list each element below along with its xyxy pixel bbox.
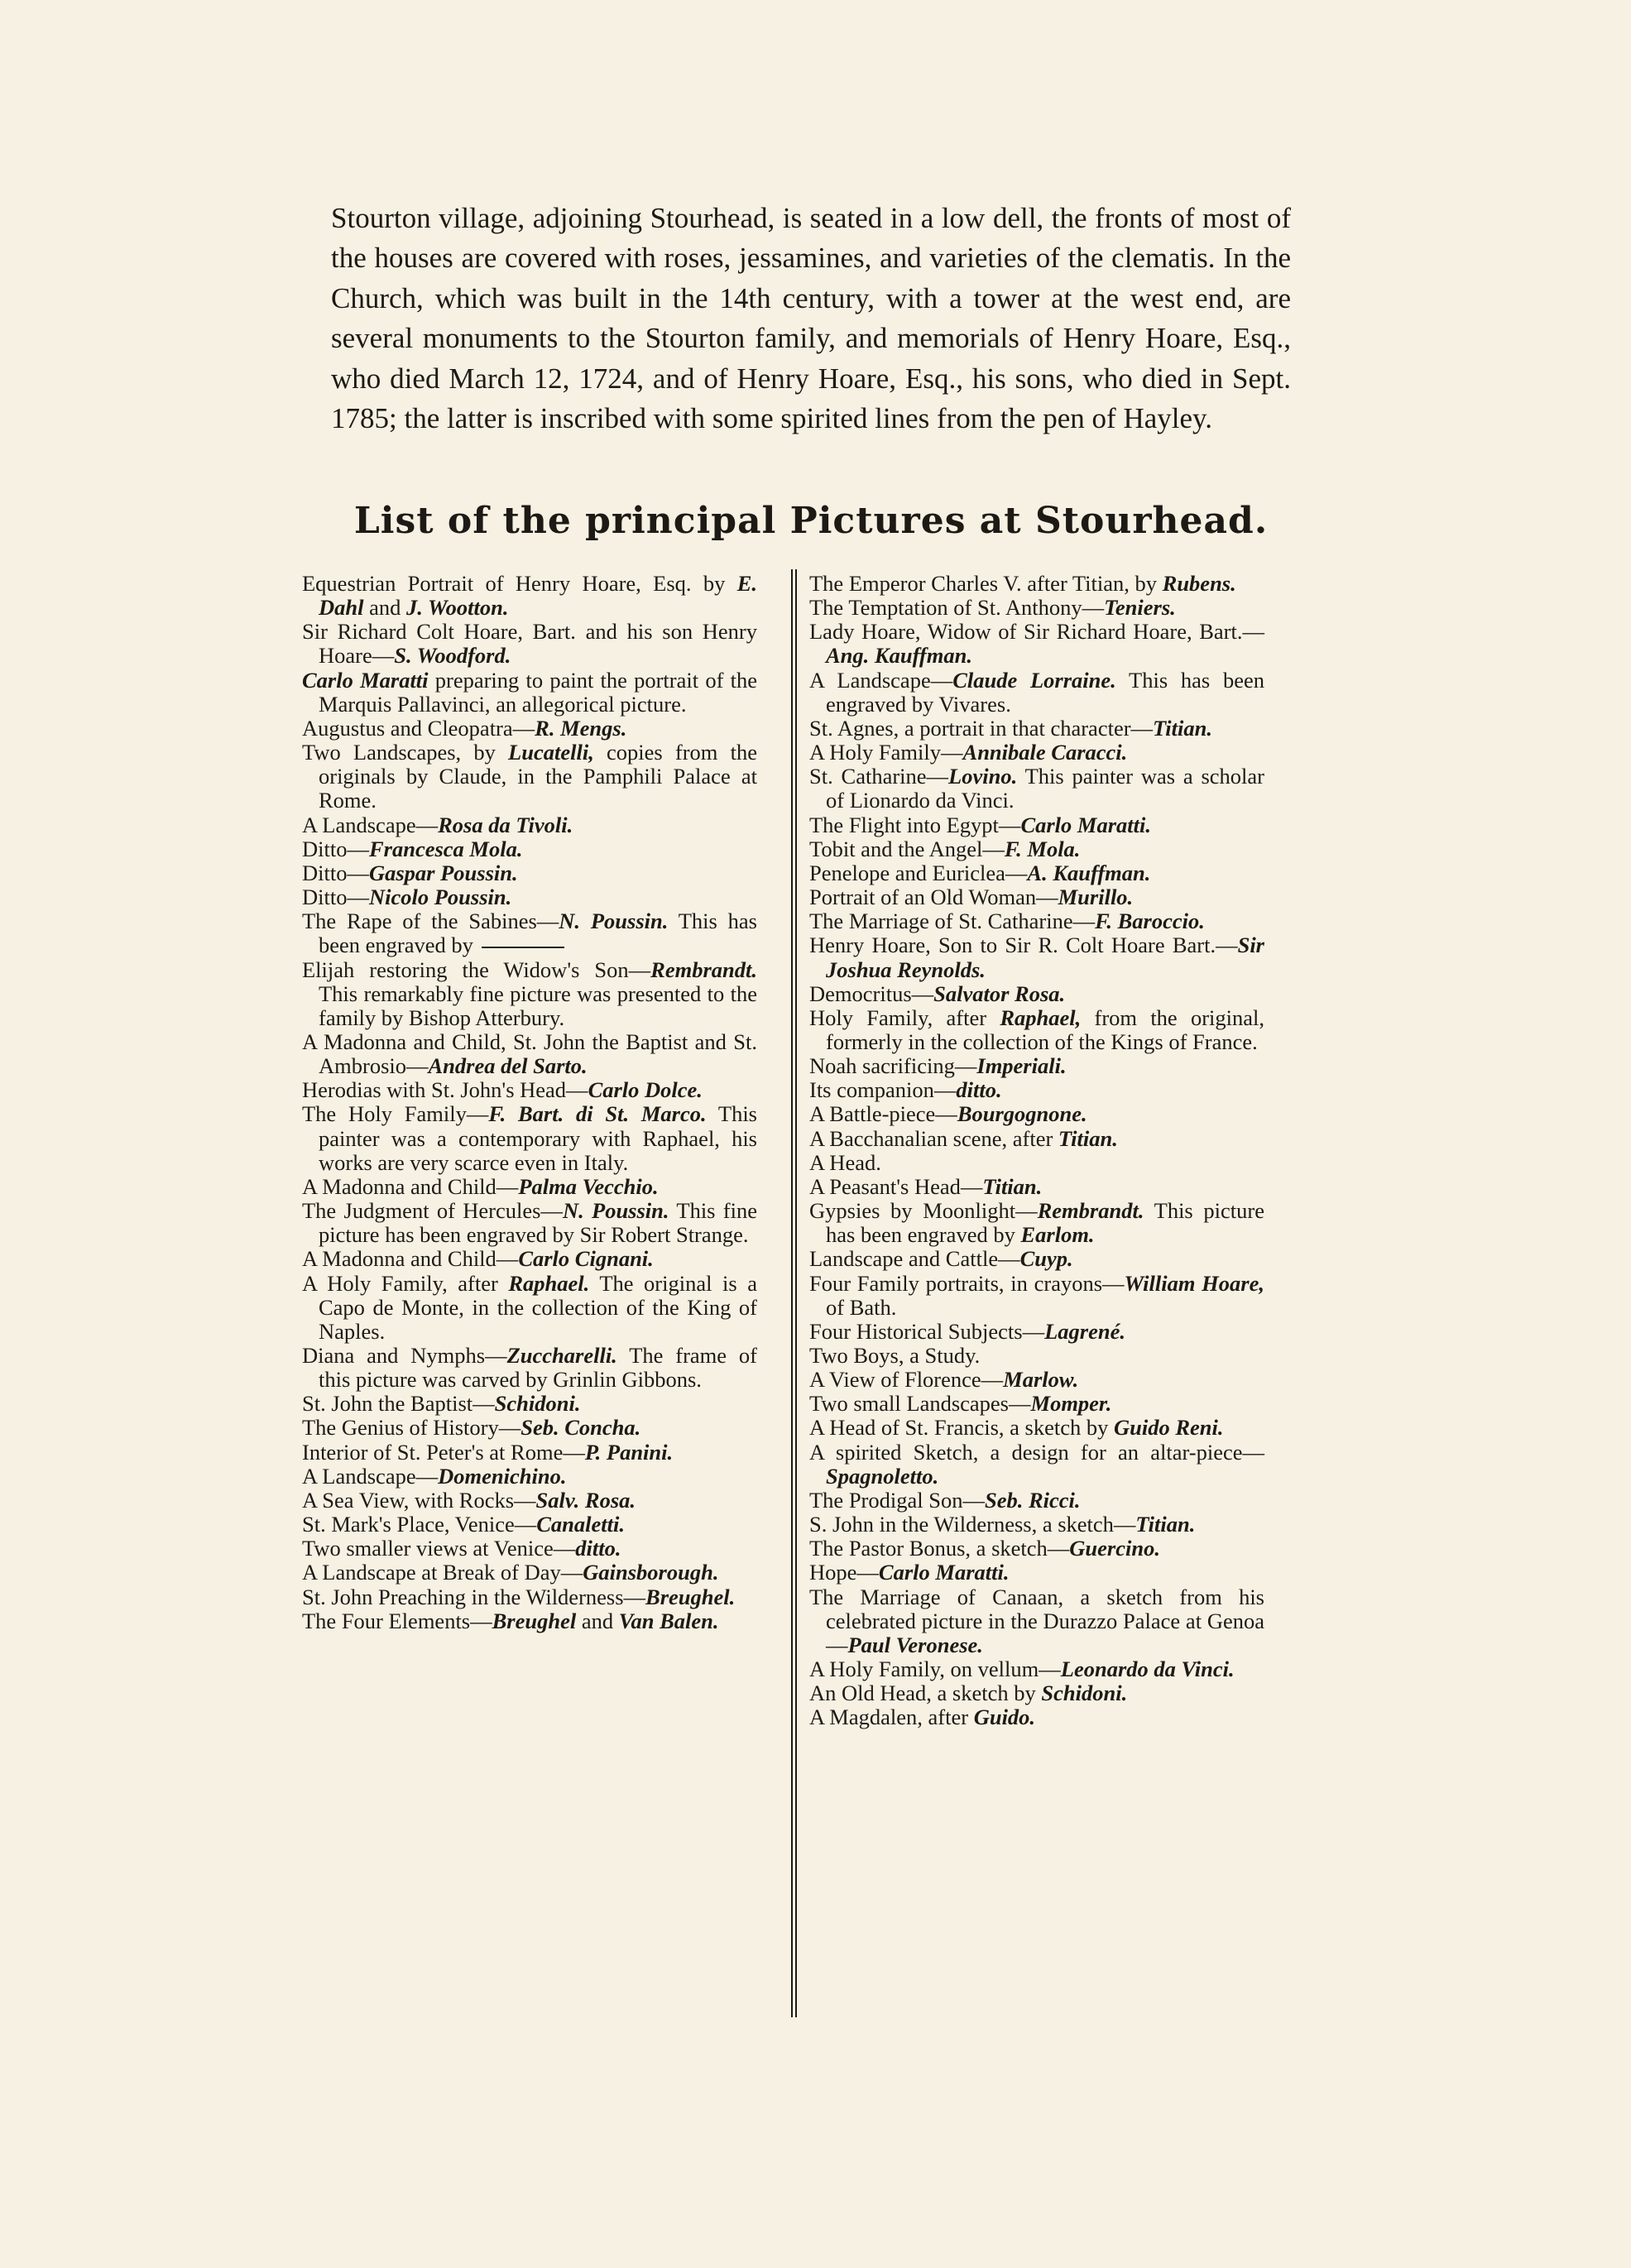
picture-entry xyxy=(302,1465,757,1489)
artist-name: Carlo Cignani. xyxy=(518,1246,654,1272)
picture-entry xyxy=(302,669,757,717)
entry-text: Equestrian Portrait of Henry Hoare, Esq. by xyxy=(302,571,737,596)
artist-name: Rembrandt. xyxy=(1037,1198,1144,1224)
picture-entry xyxy=(809,1320,1264,1344)
entry-text: A spirited Sketch, a design for an altar-piece— xyxy=(809,1439,1264,1465)
picture-entry xyxy=(302,1199,757,1247)
picture-entry xyxy=(302,909,757,957)
right-column xyxy=(809,572,1264,1730)
entry-text: A Sea View, with Rocks— xyxy=(302,1487,536,1513)
artist-name: Rubens. xyxy=(1162,571,1236,596)
picture-entry xyxy=(809,1368,1264,1392)
entry-text: The Judgment of Hercules— xyxy=(302,1198,563,1224)
artist-name: Andrea del Sarto. xyxy=(428,1053,588,1079)
picture-entry xyxy=(809,1561,1264,1585)
entry-text: preparing to paint the portrait of the Marquis Pallavinci, an allegorical picture. xyxy=(319,667,757,717)
list-heading: List of the principal Pictures at Stourhead. xyxy=(353,500,1269,542)
artist-name: Carlo Maratti. xyxy=(1020,812,1152,837)
intro-paragraph: Stourton village, adjoining Stourhead, is seated in a low dell, the fronts of most of the houses are covered with roses, jessamines, and varieties of the clematis. In the Church, which was built in the 14th century, with a tower at the west end, are several monuments to the Stourton family, and memorials of Henry Hoare, Esq., who died March 12, 1724, and of Henry Hoare, Esq., his sons, who died in Sept. 1785; the latter is inscribed with some spirited lines from the pen of Hayley. xyxy=(331,202,1291,435)
artist-name: Titian. xyxy=(982,1173,1043,1199)
artist-name: Guido. xyxy=(973,1705,1036,1730)
picture-entry xyxy=(809,1705,1264,1729)
entry-text: Portrait of an Old Woman— xyxy=(809,885,1058,910)
artist-name: Sir Joshua Reynolds. xyxy=(826,933,1264,982)
artist-name: ditto. xyxy=(956,1077,1002,1103)
artist-name: Earlom. xyxy=(1020,1222,1095,1248)
picture-entry xyxy=(302,1537,757,1561)
entry-text: The Temptation of St. Anthony— xyxy=(809,595,1105,621)
picture-entry xyxy=(809,885,1264,909)
picture-entry xyxy=(302,1416,757,1440)
entry-text: The Marriage of St. Catharine— xyxy=(809,909,1096,934)
picture-entry xyxy=(809,1054,1264,1078)
entry-text: This has been engraved by xyxy=(319,909,757,958)
artist-name: Teniers. xyxy=(1104,595,1176,621)
artist-name: Claude Lorraine. xyxy=(952,667,1116,693)
picture-entry xyxy=(809,982,1264,1006)
artist-name: Rosa da Tivoli. xyxy=(438,812,573,837)
entry-text: The Marriage of Canaan, a sketch from his celebrated picture in the Durazzo Palace at Genoa— xyxy=(809,1584,1264,1657)
picture-entry xyxy=(809,1102,1264,1126)
picture-entry xyxy=(302,1392,757,1416)
left-column xyxy=(302,572,757,1633)
entry-text: A Bacchanalian scene, after xyxy=(809,1125,1058,1151)
picture-entry xyxy=(809,933,1264,981)
artist-name: Seb. Ricci. xyxy=(985,1487,1081,1513)
entry-text: A Head of St. Francis, a sketch by xyxy=(809,1415,1114,1441)
picture-entry xyxy=(809,669,1264,717)
artist-name: S. Woodford. xyxy=(394,643,511,669)
artist-name: Seb. Concha. xyxy=(520,1415,641,1441)
entry-text: The Four Elements— xyxy=(302,1608,492,1633)
entry-text: S. John in the Wilderness, a sketch— xyxy=(809,1512,1136,1537)
entry-text: The original is a Capo de Monte, in the collection of the King of Naples. xyxy=(319,1270,757,1344)
artist-name: Spagnoletto. xyxy=(826,1463,939,1489)
entry-text: A Landscape— xyxy=(302,1463,439,1489)
artist-name: N. Poussin. xyxy=(562,1198,669,1224)
entry-text: Sir Richard Colt Hoare, Bart. and his son Henry Hoare— xyxy=(302,619,757,669)
picture-entry xyxy=(302,1175,757,1199)
picture-entry xyxy=(302,958,757,1030)
picture-entry xyxy=(809,1392,1264,1416)
artist-name: Carlo Maratti. xyxy=(878,1560,1010,1585)
entry-text: A Madonna and Child, St. John the Baptist and St. Ambrosio— xyxy=(302,1029,757,1079)
picture-entry xyxy=(809,1681,1264,1705)
picture-entry xyxy=(302,572,757,620)
artist-name: Lovino. xyxy=(948,764,1018,789)
entry-text: Hope— xyxy=(809,1560,879,1585)
artist-name: Guercino. xyxy=(1069,1536,1160,1561)
artist-name: Carlo Maratti xyxy=(302,667,429,693)
entry-text: A Holy Family, on vellum— xyxy=(809,1657,1061,1682)
entry-text: This painter was a scholar of Lionardo da Vinci. xyxy=(826,764,1264,813)
artist-name: J. Wootton. xyxy=(406,595,509,621)
artist-name: Breughel. xyxy=(645,1584,736,1609)
picture-entry xyxy=(302,813,757,837)
artist-name: E. Dahl xyxy=(319,571,757,621)
column-divider xyxy=(791,569,797,2017)
entry-text: This fine picture has been engraved by Sir Robert Strange. xyxy=(319,1198,757,1248)
picture-entry xyxy=(809,1344,1264,1368)
picture-entry xyxy=(302,1030,757,1078)
artist-name: P. Panini. xyxy=(584,1439,674,1465)
entry-text: The frame of this picture was carved by Grinlin Gibbons. xyxy=(319,1343,757,1393)
picture-entry xyxy=(302,1585,757,1609)
picture-entry xyxy=(302,620,757,668)
entry-text: A Holy Family— xyxy=(809,740,963,765)
picture-entry xyxy=(809,1441,1264,1489)
picture-entry xyxy=(809,1537,1264,1561)
entry-text: The Rape of the Sabines— xyxy=(302,909,559,934)
picture-entry xyxy=(302,717,757,741)
picture-entry xyxy=(302,1513,757,1537)
picture-entry xyxy=(809,1513,1264,1537)
artist-name: Canaletti. xyxy=(536,1512,625,1537)
entry-text: St. Mark's Place, Venice— xyxy=(302,1512,537,1537)
picture-entry xyxy=(809,1199,1264,1247)
picture-entry xyxy=(809,1272,1264,1320)
entry-text: A View of Florence— xyxy=(809,1367,1004,1393)
entry-text: This painter was a contemporary with Raphael, his works are very scarce even in Italy. xyxy=(319,1101,757,1175)
picture-entry xyxy=(809,620,1264,668)
entry-text: Lady Hoare, Widow of Sir Richard Hoare, Bart.— xyxy=(809,619,1264,645)
artist-name: ditto. xyxy=(575,1536,621,1561)
picture-entry xyxy=(809,741,1264,765)
artist-name: Marlow. xyxy=(1003,1367,1079,1393)
picture-entry xyxy=(809,1585,1264,1657)
entry-text: A Madonna and Child— xyxy=(302,1246,519,1272)
entry-text: A Head. xyxy=(809,1149,881,1175)
artist-name: Annibale Caracci. xyxy=(962,740,1128,765)
entry-text: A Landscape at Break of Day— xyxy=(302,1560,583,1585)
artist-name: N. Poussin. xyxy=(559,909,669,934)
entry-text: St. John the Baptist— xyxy=(302,1391,495,1417)
entry-text: The Emperor Charles V. after Titian, by xyxy=(809,571,1163,596)
entry-text: Democritus— xyxy=(809,981,934,1006)
artist-name: Guido Reni. xyxy=(1114,1415,1224,1441)
picture-entry xyxy=(302,837,757,861)
picture-entry xyxy=(809,1416,1264,1440)
entry-text: A Peasant's Head— xyxy=(809,1173,983,1199)
picture-entry xyxy=(809,813,1264,837)
picture-entry xyxy=(809,765,1264,813)
picture-entry xyxy=(809,1078,1264,1102)
artist-name: Carlo Dolce. xyxy=(588,1077,703,1103)
artist-name: Nicolo Poussin. xyxy=(368,885,512,910)
entry-text: Two small Landscapes— xyxy=(809,1391,1031,1417)
artist-name: Lagrené. xyxy=(1044,1318,1126,1344)
picture-entry xyxy=(302,1247,757,1271)
artist-name: Breughel xyxy=(492,1608,577,1633)
artist-name: Titian. xyxy=(1058,1125,1118,1151)
artist-name: Gainsborough. xyxy=(583,1560,719,1585)
artist-name: Francesca Mola. xyxy=(368,836,523,861)
picture-entry xyxy=(809,1006,1264,1054)
entry-text: and xyxy=(363,595,407,621)
entry-text: Ditto— xyxy=(302,836,369,861)
entry-text: Two Boys, a Study. xyxy=(809,1343,981,1368)
entry-text: Elijah restoring the Widow's Son— xyxy=(302,957,651,982)
picture-entry xyxy=(302,1102,757,1174)
entry-text: A Landscape— xyxy=(809,667,953,693)
entry-text: This has been engraved by Vivares. xyxy=(826,667,1264,717)
entry-text: Herodias with St. John's Head— xyxy=(302,1077,588,1103)
entry-text: Penelope and Euriclea— xyxy=(809,860,1028,885)
dash-rule xyxy=(482,947,564,948)
entry-text: Augustus and Cleopatra— xyxy=(302,715,535,741)
picture-entry xyxy=(302,1441,757,1465)
artist-name: Raphael, xyxy=(1000,1005,1082,1030)
entry-text: Four Family portraits, in crayons— xyxy=(809,1270,1125,1296)
artist-name: William Hoare, xyxy=(1124,1270,1264,1296)
picture-entry xyxy=(809,596,1264,620)
artist-name: Palma Vecchio. xyxy=(518,1173,659,1199)
picture-entry xyxy=(302,1272,757,1344)
entry-text: The Prodigal Son— xyxy=(809,1487,985,1513)
picture-entry xyxy=(809,1247,1264,1271)
artist-name: Lucatelli, xyxy=(508,740,594,765)
picture-entry xyxy=(809,1657,1264,1681)
artist-name: Raphael. xyxy=(508,1270,590,1296)
artist-name: Ang. Kauffman. xyxy=(826,643,972,669)
entry-text: A Battle-piece— xyxy=(809,1101,957,1127)
artist-name: Domenichino. xyxy=(438,1463,567,1489)
artist-name: Gaspar Poussin. xyxy=(368,860,518,885)
entry-text: St. Agnes, a portrait in that character— xyxy=(809,715,1154,741)
entry-text: St. John Preaching in the Wilderness— xyxy=(302,1584,646,1609)
entry-text: Diana and Nymphs— xyxy=(302,1343,507,1368)
artist-name: Schidoni. xyxy=(1041,1681,1128,1706)
artist-name: Salv. Rosa. xyxy=(535,1487,636,1513)
entry-text: of Bath. xyxy=(826,1294,897,1320)
entry-text: Tobit and the Angel— xyxy=(809,836,1005,861)
entry-text: This remarkably fine picture was presented to the family by Bishop Atterbury. xyxy=(319,981,757,1030)
entry-text: Henry Hoare, Son to Sir R. Colt Hoare Bart.— xyxy=(809,933,1238,958)
entry-text: Holy Family, after xyxy=(809,1005,1000,1030)
artist-name: R. Mengs. xyxy=(535,715,627,741)
entry-text: Landscape and Cattle— xyxy=(809,1246,1020,1272)
artist-name: Bourgognone. xyxy=(957,1101,1087,1127)
artist-name: Leonardo da Vinci. xyxy=(1060,1657,1235,1682)
entry-text: A Landscape— xyxy=(302,812,439,837)
artist-name: Schidoni. xyxy=(494,1391,581,1417)
artist-name: Cuyp. xyxy=(1019,1246,1073,1272)
artist-name: Rembrandt. xyxy=(650,957,757,982)
artist-name: Van Balen. xyxy=(618,1608,719,1633)
entry-text: Two smaller views at Venice— xyxy=(302,1536,576,1561)
artist-name: F. Mola. xyxy=(1004,836,1081,861)
artist-name: Momper. xyxy=(1030,1391,1112,1417)
entry-text: Interior of St. Peter's at Rome— xyxy=(302,1439,585,1465)
entry-text: Noah sacrificing— xyxy=(809,1053,977,1079)
picture-entry xyxy=(302,741,757,813)
entry-text: A Magdalen, after xyxy=(809,1705,974,1730)
picture-entry xyxy=(809,861,1264,885)
entry-text: Two Landscapes, by xyxy=(302,740,509,765)
entry-text: St. Catharine— xyxy=(809,764,949,789)
artist-name: Paul Veronese. xyxy=(847,1632,983,1657)
picture-entry xyxy=(809,909,1264,933)
picture-entry xyxy=(809,1175,1264,1199)
entry-text: An Old Head, a sketch by xyxy=(809,1681,1042,1706)
picture-entry xyxy=(809,1489,1264,1513)
entry-text: The Pastor Bonus, a sketch— xyxy=(809,1536,1070,1561)
entry-text: The Genius of History— xyxy=(302,1415,521,1441)
entry-text: A Holy Family, after xyxy=(302,1270,509,1296)
picture-entry xyxy=(302,861,757,885)
artist-name: Murillo. xyxy=(1058,885,1134,910)
entry-text: and xyxy=(576,1608,619,1633)
picture-entry xyxy=(302,885,757,909)
entry-text: copies from the originals by Claude, in the Pamphili Palace at Rome. xyxy=(319,740,757,813)
artist-name: F. Bart. di St. Marco. xyxy=(488,1101,707,1127)
picture-entry xyxy=(302,1489,757,1513)
picture-entry xyxy=(809,1151,1264,1175)
entry-text: from the original, formerly in the collection of the Kings of France. xyxy=(826,1005,1265,1054)
picture-entry xyxy=(302,1344,757,1392)
entry-text: Four Historical Subjects— xyxy=(809,1318,1045,1344)
picture-entry xyxy=(809,717,1264,741)
picture-entry xyxy=(302,1078,757,1102)
entry-text: The Flight into Egypt— xyxy=(809,812,1021,837)
entry-text: Ditto— xyxy=(302,885,369,910)
artist-name: Imperiali. xyxy=(976,1053,1067,1079)
entry-text: Its companion— xyxy=(809,1077,957,1103)
artist-name: Zuccharelli. xyxy=(506,1343,617,1368)
entry-text: A Madonna and Child— xyxy=(302,1173,519,1199)
entry-text: The Holy Family— xyxy=(302,1101,489,1127)
picture-entry xyxy=(809,1127,1264,1151)
artist-name: F. Baroccio. xyxy=(1095,909,1205,934)
entry-text: Gypsies by Moonlight— xyxy=(809,1198,1038,1224)
artist-name: Titian. xyxy=(1135,1512,1196,1537)
picture-entry xyxy=(302,1561,757,1585)
picture-entry xyxy=(809,572,1264,596)
entry-text: This picture has been engraved by xyxy=(826,1198,1264,1248)
artist-name: Salvator Rosa. xyxy=(933,981,1066,1006)
picture-entry xyxy=(302,1609,757,1633)
picture-entry xyxy=(809,837,1264,861)
entry-text: Ditto— xyxy=(302,860,369,885)
artist-name: Titian. xyxy=(1153,715,1212,741)
artist-name: A. Kauffman. xyxy=(1027,860,1151,885)
